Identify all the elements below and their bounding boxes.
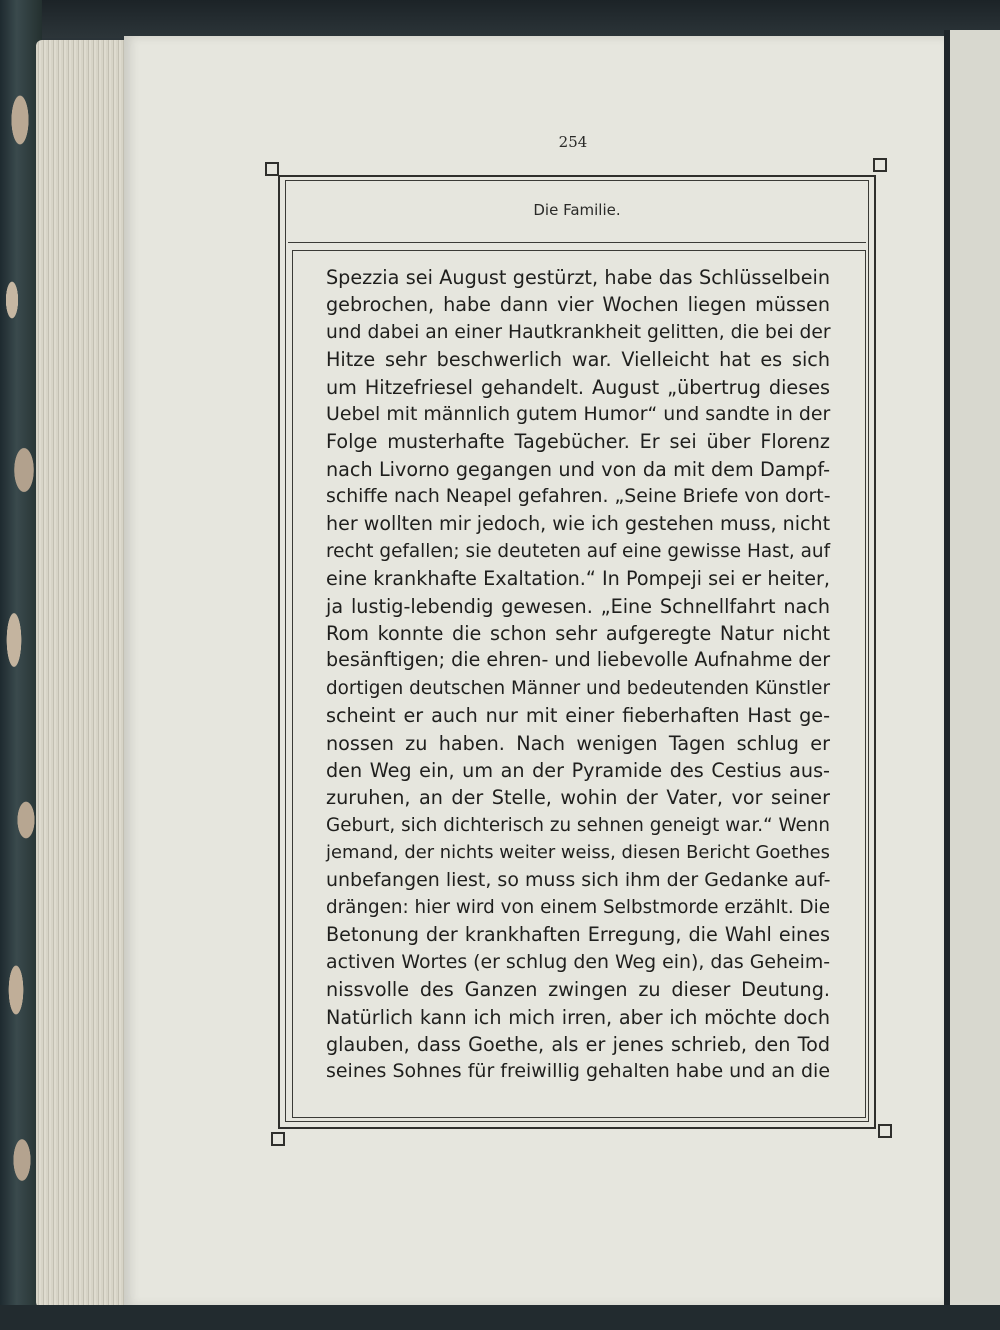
text-line: Folge musterhafte Tagebücher. Er sei über Florenz [326, 430, 830, 454]
text-line: drängen: hier wird von einem Selbstmorde erzählt. Die [326, 896, 830, 918]
text-line: zuruhen, an der Stelle, wohin der Vater, vor seiner [326, 786, 830, 810]
text-line: und dabei an einer Hautkrankheit gelitten, die bei der [326, 321, 831, 343]
text-line: um Hitzefriesel gehandelt. August „übertrug dieses [326, 375, 830, 399]
text-line: Betonung der krankhaften Erregung, die Wahl eines [326, 923, 830, 947]
text-line: Uebel mit männlich gutem Humor“ und sandte in der [326, 402, 831, 425]
facing-page-edge [944, 30, 1000, 1315]
text-line: scheint er auch nur mit einer fieberhaften Hast ge- [326, 704, 830, 728]
text-line: Natürlich kann ich mich irren, aber ich möchte doch [326, 1005, 830, 1029]
text-line: jemand, der nichts weiter weiss, diesen Bericht Goethes [326, 842, 830, 864]
text-line: ja lustig-lebendig gewesen. „Eine Schnellfahrt nach [326, 594, 830, 618]
text-line: eine krankhafte Exaltation.“ In Pompeji sei er heiter, [326, 567, 830, 591]
text-line: Rom konnte die schon sehr aufgeregte Natur nicht [326, 622, 830, 646]
text-line: nach Livorno gegangen und von da mit dem Dampf- [326, 457, 830, 481]
text-line: unbefangen liest, so muss sich ihm der Gedanke auf- [326, 868, 831, 891]
page-number: 254 [558, 133, 588, 151]
text-line: nossen zu haben. Nach wenigen Tagen schlug er [326, 731, 830, 755]
text-line: den Weg ein, um an der Pyramide des Cestius aus- [326, 759, 830, 783]
text-line: Hitze sehr beschwerlich war. Vielleicht hat es sich [326, 348, 830, 372]
body-text [326, 264, 830, 1086]
frame-corner-bottom-right [878, 1124, 892, 1138]
frame-corner-bottom-left [271, 1132, 285, 1146]
text-line: Spezzia sei August gestürzt, habe das Schlüsselbein [326, 266, 830, 289]
frame-corner-top-right [873, 158, 887, 172]
text-line: activen Wortes (er schlug den Weg ein), das Geheim- [326, 950, 831, 973]
frame-corner-top-left [265, 162, 279, 176]
page-edges [36, 40, 128, 1308]
text-line: recht gefallen; sie deuteten auf eine gewisse Hast, auf [326, 540, 831, 562]
text-line: schiffe nach Neapel gefahren. „Seine Briefe von dort- [326, 485, 831, 508]
text-line: gebrochen, habe dann vier Wochen liegen müssen [326, 293, 830, 317]
text-line: dortigen deutschen Männer und bedeutenden Künstler [326, 677, 830, 699]
text-line: besänftigen; die ehren- und liebevolle Aufnahme der [326, 649, 831, 672]
text-line: glauben, dass Goethe, als er jenes schrieb, den Tod [326, 1032, 830, 1056]
running-head: Die Familie. [533, 201, 621, 219]
text-line: nissvolle des Ganzen zwingen zu dieser Deutung. [326, 978, 830, 1002]
text-line: her wollten mir jedoch, wie ich gestehen muss, nicht [326, 512, 831, 535]
text-line: Geburt, sich dichterisch zu sehnen geneigt war.“ Wenn [326, 814, 830, 836]
text-line: seines Sohnes für freiwillig gehalten habe und an die [326, 1060, 830, 1083]
book-cover-bottom [0, 1305, 1000, 1330]
book-cover-top [0, 0, 1000, 38]
